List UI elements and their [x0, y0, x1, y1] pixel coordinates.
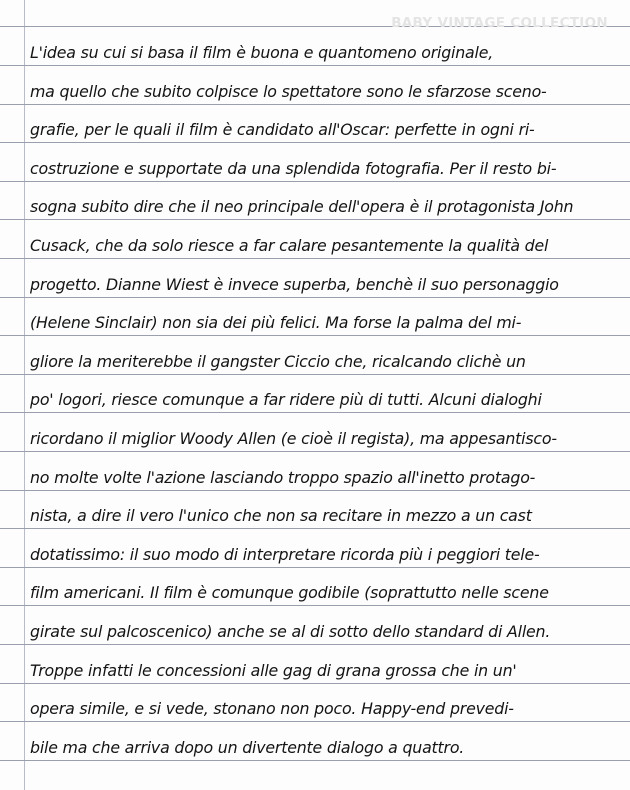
text-line: (Helene Sinclair) non sia dei più felici. Ma forse la palma del mi-	[30, 313, 522, 332]
ruled-line	[0, 683, 630, 684]
text-line: Troppe infatti le concessioni alle gag di grana grossa che in un'	[30, 661, 517, 680]
text-line: progetto. Dianne Wiest è invece superba, benchè il suo personaggio	[30, 275, 559, 294]
text-line: grafie, per le quali il film è candidato all'Oscar: perfette in ogni ri-	[30, 120, 535, 139]
ruled-line	[0, 142, 630, 143]
text-line: costruzione e supportate da una splendida fotografia. Per il resto bi-	[30, 159, 557, 178]
text-line: nista, a dire il vero l'unico che non sa recitare in mezzo a un cast	[30, 506, 532, 525]
ruled-line	[0, 528, 630, 529]
ruled-line	[0, 104, 630, 105]
ruled-line	[0, 721, 630, 722]
watermark: BABY VINTAGE COLLECTION	[391, 15, 608, 31]
ruled-line	[0, 219, 630, 220]
text-line: ma quello che subito colpisce lo spettatore sono le sfarzose sceno-	[30, 82, 547, 101]
text-line: opera simile, e si vede, stonano non poco. Happy-end prevedi-	[30, 699, 514, 718]
ruled-line	[0, 451, 630, 452]
ruled-line	[0, 567, 630, 568]
margin-line	[24, 0, 25, 790]
text-line: gliore la meriterebbe il gangster Ciccio che, ricalcando clichè un	[30, 352, 526, 371]
ruled-line	[0, 760, 630, 761]
text-line: po' logori, riesce comunque a far ridere più di tutti. Alcuni dialoghi	[30, 390, 542, 409]
ruled-line	[0, 490, 630, 491]
text-line: film americani. Il film è comunque godibile (soprattutto nelle scene	[30, 583, 549, 602]
text-line: L'idea su cui si basa il film è buona e quantomeno originale,	[30, 43, 494, 62]
text-line: sogna subito dire che il neo principale dell'opera è il protagonista John	[30, 197, 574, 216]
ruled-line	[0, 258, 630, 259]
ruled-line	[0, 644, 630, 645]
text-line: Cusack, che da solo riesce a far calare pesantemente la qualità del	[30, 236, 549, 255]
ruled-line	[0, 297, 630, 298]
ruled-line	[0, 65, 630, 66]
text-line: bile ma che arriva dopo un divertente dialogo a quattro.	[30, 738, 465, 757]
text-line: no molte volte l'azione lasciando troppo spazio all'inetto protago-	[30, 468, 536, 487]
ruled-line	[0, 412, 630, 413]
ruled-line	[0, 374, 630, 375]
ruled-line	[0, 605, 630, 606]
text-line: girate sul palcoscenico) anche se al di sotto dello standard di Allen.	[30, 622, 551, 641]
text-line: ricordano il miglior Woody Allen (e cioè il regista), ma appesantisco-	[30, 429, 557, 448]
ruled-line	[0, 181, 630, 182]
ruled-line	[0, 335, 630, 336]
text-line: dotatissimo: il suo modo di interpretare ricorda più i peggiori tele-	[30, 545, 540, 564]
